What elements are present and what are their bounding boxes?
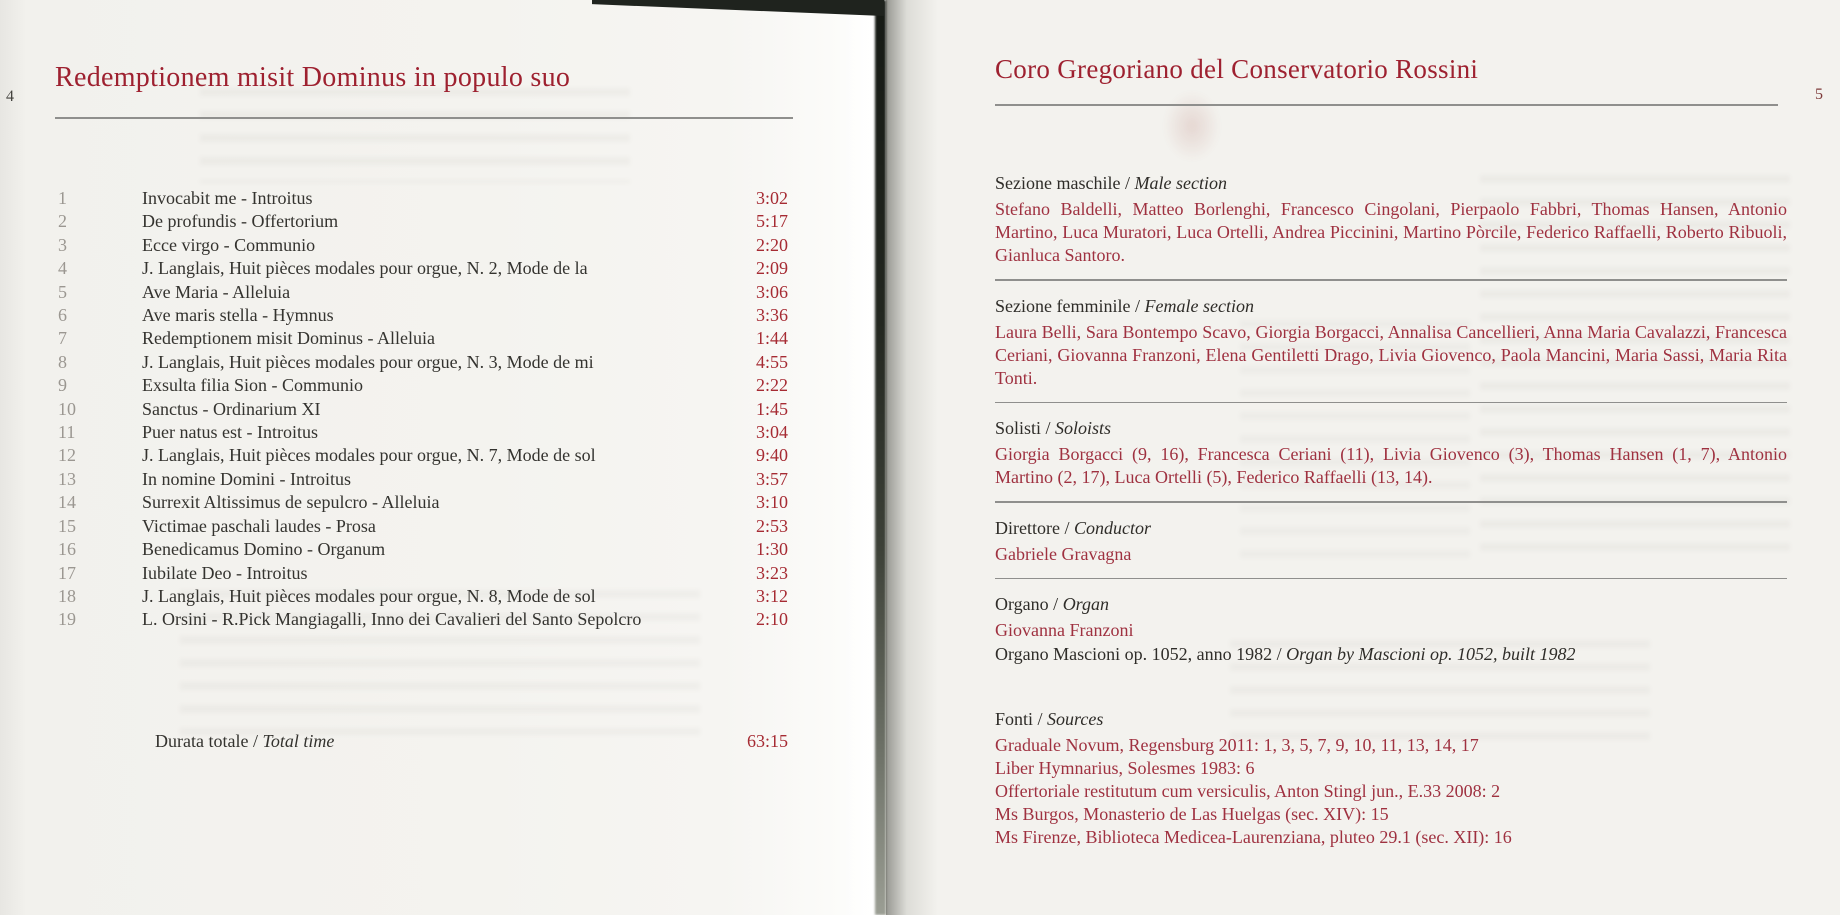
track-number: 9: [58, 375, 67, 396]
track-row: [58, 210, 788, 233]
track-number: 4: [58, 258, 67, 279]
track-number: 1: [58, 188, 67, 208]
section-names: Gabriele Gravagna: [995, 543, 1132, 564]
section-names: Giorgia Borgacci (9, 16), Francesca Ceriani (11), Livia Giovenco (3), Thomas Hansen (1, 7), Antonio Martino (2, 17), Luca Ortelli (5), Federico Raffaelli (13, 14).: [995, 444, 1787, 487]
track-title: In nomine Domini - Introitus: [142, 468, 351, 489]
track-title: Exsulta filia Sion - Communio: [142, 375, 363, 396]
track-time: 3:36: [755, 305, 788, 326]
credits-sections: [995, 172, 1787, 666]
track-number: 17: [58, 562, 76, 583]
track-row: [58, 187, 788, 210]
section-label: Sezione femminile / Female section: [995, 295, 1254, 316]
section-names: Stefano Baldelli, Matteo Borlenghi, Francesco Cingolani, Pierpaolo Fabbri, Thomas Hansen, Antonio Martino, Luca Muratori, Luca Ortelli, Andrea Piccinini, Martino Pòrcile, Federico Raffaelli, Roberto Ribuoli, Gianluca Santoro.: [995, 199, 1787, 265]
section-names: Laura Belli, Sara Bontempo Scavo, Giorgia Borgacci, Annalisa Cancellieri, Anna Maria Cavalazzi, Francesca Ceriani, Giovanna Franzoni, Elena Gentiletti Drago, Livia Giovenco, Paola Mancini, Maria Sassi, Maria Rita Tonti.: [995, 321, 1787, 388]
track-number: 16: [58, 539, 76, 560]
track-number: 3: [58, 234, 67, 255]
sources-list: [995, 734, 1787, 849]
track-time: 3:10: [755, 492, 788, 513]
total-time-row: [155, 731, 788, 752]
track-number: 8: [58, 351, 67, 372]
track-row: [58, 468, 788, 491]
track-row: [58, 257, 788, 280]
track-row: [58, 538, 788, 561]
track-title: Redemptionem misit Dominus - Alleluia: [142, 328, 435, 349]
track-title: Benedicamus Domino - Organum: [142, 539, 386, 560]
organ-details: Organo Mascioni op. 1052, anno 1982 / Organ by Mascioni op. 1052, built 1982: [995, 644, 1576, 664]
track-number: 18: [58, 585, 76, 606]
track-row: [58, 374, 788, 397]
track-row: [58, 562, 788, 585]
page-fold-highlight: [842, 0, 876, 915]
track-row: [58, 444, 788, 467]
track-time: 1:30: [755, 539, 788, 560]
track-title: Sanctus - Ordinarium XI: [142, 398, 321, 419]
page-number-left: 4: [6, 88, 14, 105]
track-time: 9:40: [755, 445, 788, 466]
track-row: [58, 515, 788, 538]
track-time: 5:17: [755, 211, 788, 232]
track-row: [58, 327, 788, 350]
choir-title: Coro Gregoriano del Conservatorio Rossini: [995, 54, 1479, 84]
source-item: Graduale Novum, Regensburg 2011: 1, 3, 5, 7, 9, 10, 11, 13, 14, 17: [995, 735, 1479, 755]
track-row: [58, 398, 788, 421]
track-time: 2:53: [755, 515, 788, 536]
track-row: [58, 351, 788, 374]
section-divider: [995, 279, 1787, 281]
track-title: J. Langlais, Huit pièces modales pour orgue, N. 2, Mode de la: [142, 258, 588, 279]
track-title: J. Langlais, Huit pièces modales pour orgue, N. 8, Mode de sol: [142, 585, 596, 606]
album-title: Redemptionem misit Dominus in populo suo: [55, 62, 571, 93]
bleed-through-image: [1163, 90, 1221, 162]
source-item: Offertoriale restitutum cum versiculis, Anton Stingl jun., E.33 2008: 2: [995, 781, 1501, 801]
source-item: Ms Burgos, Monasterio de Las Huelgas (sec. XIV): 15: [995, 804, 1389, 824]
credits-section: [995, 417, 1787, 503]
track-number: 10: [58, 398, 76, 419]
track-row: [58, 608, 788, 631]
page-number-right: 5: [1815, 86, 1823, 103]
track-title: Iubilate Deo - Introitus: [142, 562, 308, 583]
section-divider: [995, 402, 1787, 404]
credits-section: [995, 172, 1787, 281]
track-time: 2:20: [755, 234, 788, 255]
track-row: [58, 421, 788, 444]
section-names: Giovanna Franzoni: [995, 620, 1134, 640]
total-time-value: 63:15: [746, 731, 788, 751]
track-time: 3:02: [755, 188, 788, 208]
track-number: 14: [58, 492, 76, 513]
track-title: Surrexit Altissimus de sepulcro - Alleluia: [142, 492, 440, 513]
track-number: 6: [58, 305, 67, 326]
section-label: Organo / Organ: [995, 594, 1110, 614]
binding-gutter-line: [875, 0, 886, 915]
track-time: 3:57: [755, 468, 788, 489]
binding-gutter-shadow: [886, 0, 938, 915]
track-title: De profundis - Offertorium: [142, 211, 339, 232]
source-item: Ms Firenze, Biblioteca Medicea-Laurenziana, pluteo 29.1 (sec. XII): 16: [995, 827, 1512, 847]
title-rule-right: [995, 104, 1778, 106]
track-row: [58, 585, 788, 608]
track-title: Ecce virgo - Communio: [142, 234, 316, 255]
track-title: L. Orsini - R.Pick Mangiagalli, Inno dei Cavalieri del Santo Sepolcro: [142, 609, 642, 630]
track-number: 2: [58, 211, 67, 232]
track-list: [58, 187, 788, 632]
sources-label: Fonti / Sources: [995, 709, 1104, 729]
track-time: 1:45: [755, 398, 788, 419]
track-title: Invocabit me - Introitus: [142, 188, 313, 208]
track-number: 15: [58, 515, 76, 536]
track-row: [58, 281, 788, 304]
track-number: 7: [58, 328, 67, 349]
credits-section: [995, 593, 1787, 666]
track-row: [58, 304, 788, 327]
track-title: Ave maris stella - Hymnus: [142, 305, 334, 326]
track-time: 2:10: [755, 609, 788, 630]
section-label: Sezione maschile / Male section: [995, 173, 1227, 193]
section-divider: [995, 501, 1787, 503]
track-time: 2:22: [755, 375, 788, 396]
track-number: 11: [58, 422, 76, 443]
title-rule-left: [55, 117, 793, 119]
track-time: 4:55: [755, 351, 788, 372]
credits-section: [995, 295, 1787, 404]
track-number: 13: [58, 468, 76, 489]
track-title: Ave Maria - Alleluia: [142, 281, 291, 302]
track-number: 5: [58, 281, 67, 302]
section-divider: [995, 578, 1787, 580]
track-title: Victimae paschali laudes - Prosa: [142, 515, 376, 536]
track-time: 3:04: [755, 422, 788, 443]
track-title: J. Langlais, Huit pièces modales pour orgue, N. 7, Mode de sol: [142, 445, 596, 466]
track-number: 12: [58, 445, 76, 466]
section-label: Solisti / Soloists: [995, 418, 1112, 438]
source-item: Liber Hymnarius, Solesmes 1983: 6: [995, 758, 1255, 778]
track-title: Puer natus est - Introitus: [142, 422, 318, 443]
credits-section: [995, 517, 1787, 580]
section-label: Direttore / Conductor: [995, 517, 1151, 538]
track-time: 1:44: [755, 328, 788, 349]
track-time: 3:06: [755, 281, 788, 302]
track-row: [58, 234, 788, 257]
total-time-label: Durata totale / Total time: [155, 731, 335, 751]
track-number: 19: [58, 609, 76, 630]
sources-section: [995, 708, 1787, 849]
track-title: J. Langlais, Huit pièces modales pour orgue, N. 3, Mode de mi: [142, 351, 594, 372]
track-row: [58, 491, 788, 514]
track-time: 2:09: [755, 258, 788, 279]
track-time: 3:12: [755, 585, 788, 606]
track-time: 3:23: [755, 562, 788, 583]
